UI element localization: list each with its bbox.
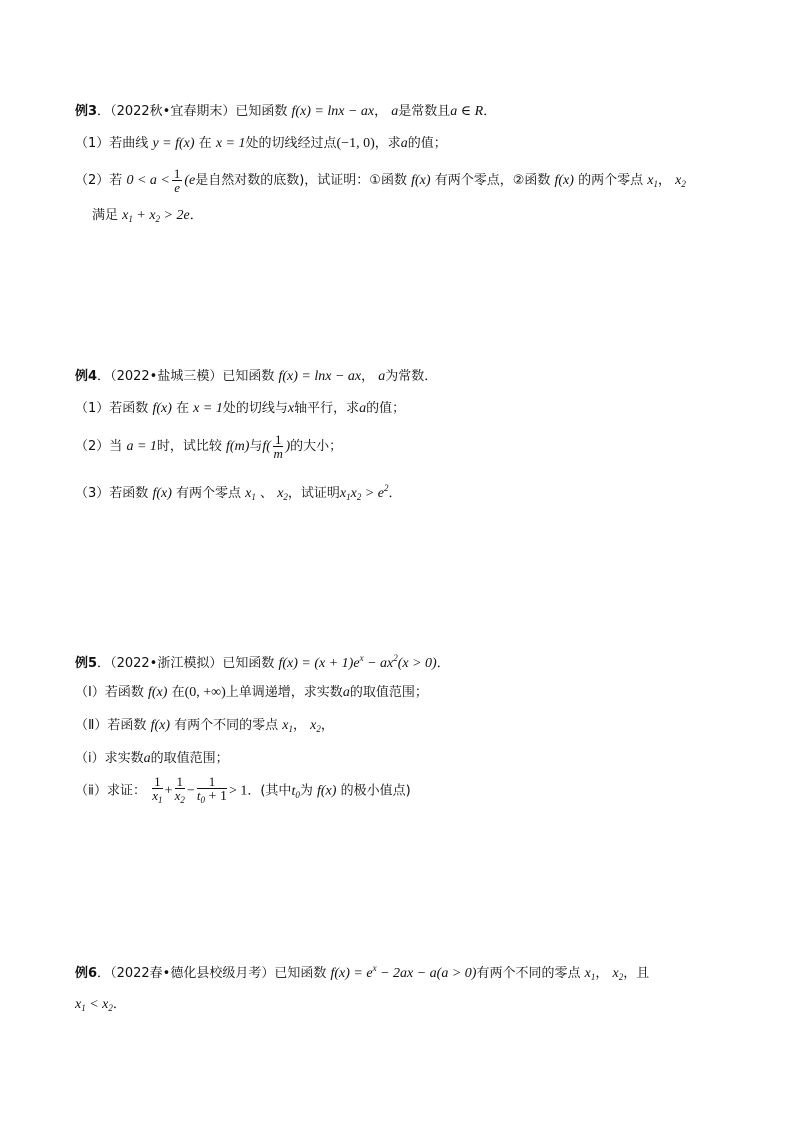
ex5-function: $f(x) = (x + 1)e^x - ax^2(x > 0)$ bbox=[278, 653, 437, 671]
ex4-part-2: （2）当 a = 1时，试比较 f(m)与f( $\frac{1}{m}$ )的大小； bbox=[75, 432, 343, 461]
ex4-function: f(x) = lnx − ax bbox=[278, 369, 362, 384]
ex3-function: f(x) = lnx − ax bbox=[291, 104, 375, 119]
ex5-part-II: （Ⅱ）若函数 f(x) 有两个不同的零点 $x_1$， $x_2$， bbox=[75, 718, 334, 734]
ex4-source: （2022•盐城三模） bbox=[110, 369, 223, 384]
fraction: $\frac{1}{t_0 + 1}$ bbox=[196, 774, 227, 805]
ex6-function: $f(x) = e^x - 2ax - a(a > 0)$ bbox=[330, 963, 477, 981]
ex3-label: 例3 bbox=[75, 104, 98, 119]
fraction: $\frac{1}{x_2}$ bbox=[174, 774, 185, 805]
ex6-stem: 例6．（2022春•德化县校级月考）已知函数 $f(x) = e^x - 2ax - a(a > 0)$有两个不同的零点 $x_1$， $x_2$，且 bbox=[75, 963, 650, 982]
fraction: $\frac{1}{x_1}$ bbox=[152, 774, 163, 805]
ex5-stem: 例5．（2022•浙江模拟）已知函数 $f(x) = (x + 1)e^x - ax^2(x > 0)$． bbox=[75, 653, 450, 671]
ex4-label: 例4 bbox=[75, 369, 98, 384]
ex5-part-I: （Ⅰ）若函数 f(x) 在(0, +∞)上单调递增，求实数a的取值范围； bbox=[75, 685, 428, 700]
fraction: $\frac{1}{e}$ bbox=[173, 166, 181, 195]
ex5-source: （2022•浙江模拟） bbox=[110, 656, 223, 671]
ex6-label: 例6 bbox=[75, 966, 98, 981]
ex5-label: 例5 bbox=[75, 656, 98, 671]
ex5-part-ii: （ⅱ）求证： $\frac{1}{x_1}$ + $\frac{1}{x_2}$ − $\frac{1}{t_0 + 1}$ > 1．(其中$t_0$为 f(x) 的极小值点) bbox=[75, 774, 411, 805]
ex3-part-2-conclusion: 满足 $x_1 + x_2 > 2e$． bbox=[92, 208, 203, 224]
ex4-part-3: （3）若函数 f(x) 有两个零点 $x_1$ 、 $x_2$，试证明$x_1x_2 > e^2$． bbox=[75, 483, 402, 502]
ex3-part-1: （1）若曲线 y = f(x) 在 x = 1处的切线经过点(−1, 0)，求a的值； bbox=[75, 136, 447, 151]
ex4-stem: 例4．（2022•盐城三模）已知函数 f(x) = lnx − ax， a为常数． bbox=[75, 369, 438, 384]
ex4-part-1: （1）若函数 f(x) 在 x = 1处的切线与x轴平行，求a的值； bbox=[75, 401, 406, 416]
ex6-condition: $x_1 < x_2$． bbox=[75, 997, 126, 1013]
ex6-source: （2022春•德化县校级月考） bbox=[110, 966, 275, 981]
ex3-part-2: （2）若 0 < a < $\frac{1}{e}$ (e是自然对数的底数)，试证明：①函数 f(x) 有两个零点，②函数 f(x) 的两个零点 $x_1$， $x_2$ bbox=[75, 166, 686, 195]
ex3-stem: 例3．（2022秋•宜春期末）已知函数 f(x) = lnx − ax， a是常数且a ∈ R． bbox=[75, 104, 497, 119]
fraction: $\frac{1}{m}$ bbox=[273, 432, 283, 461]
ex3-source: （2022秋•宜春期末） bbox=[110, 104, 236, 119]
ex5-part-i: （ⅰ）求实数a的取值范围； bbox=[75, 751, 229, 766]
